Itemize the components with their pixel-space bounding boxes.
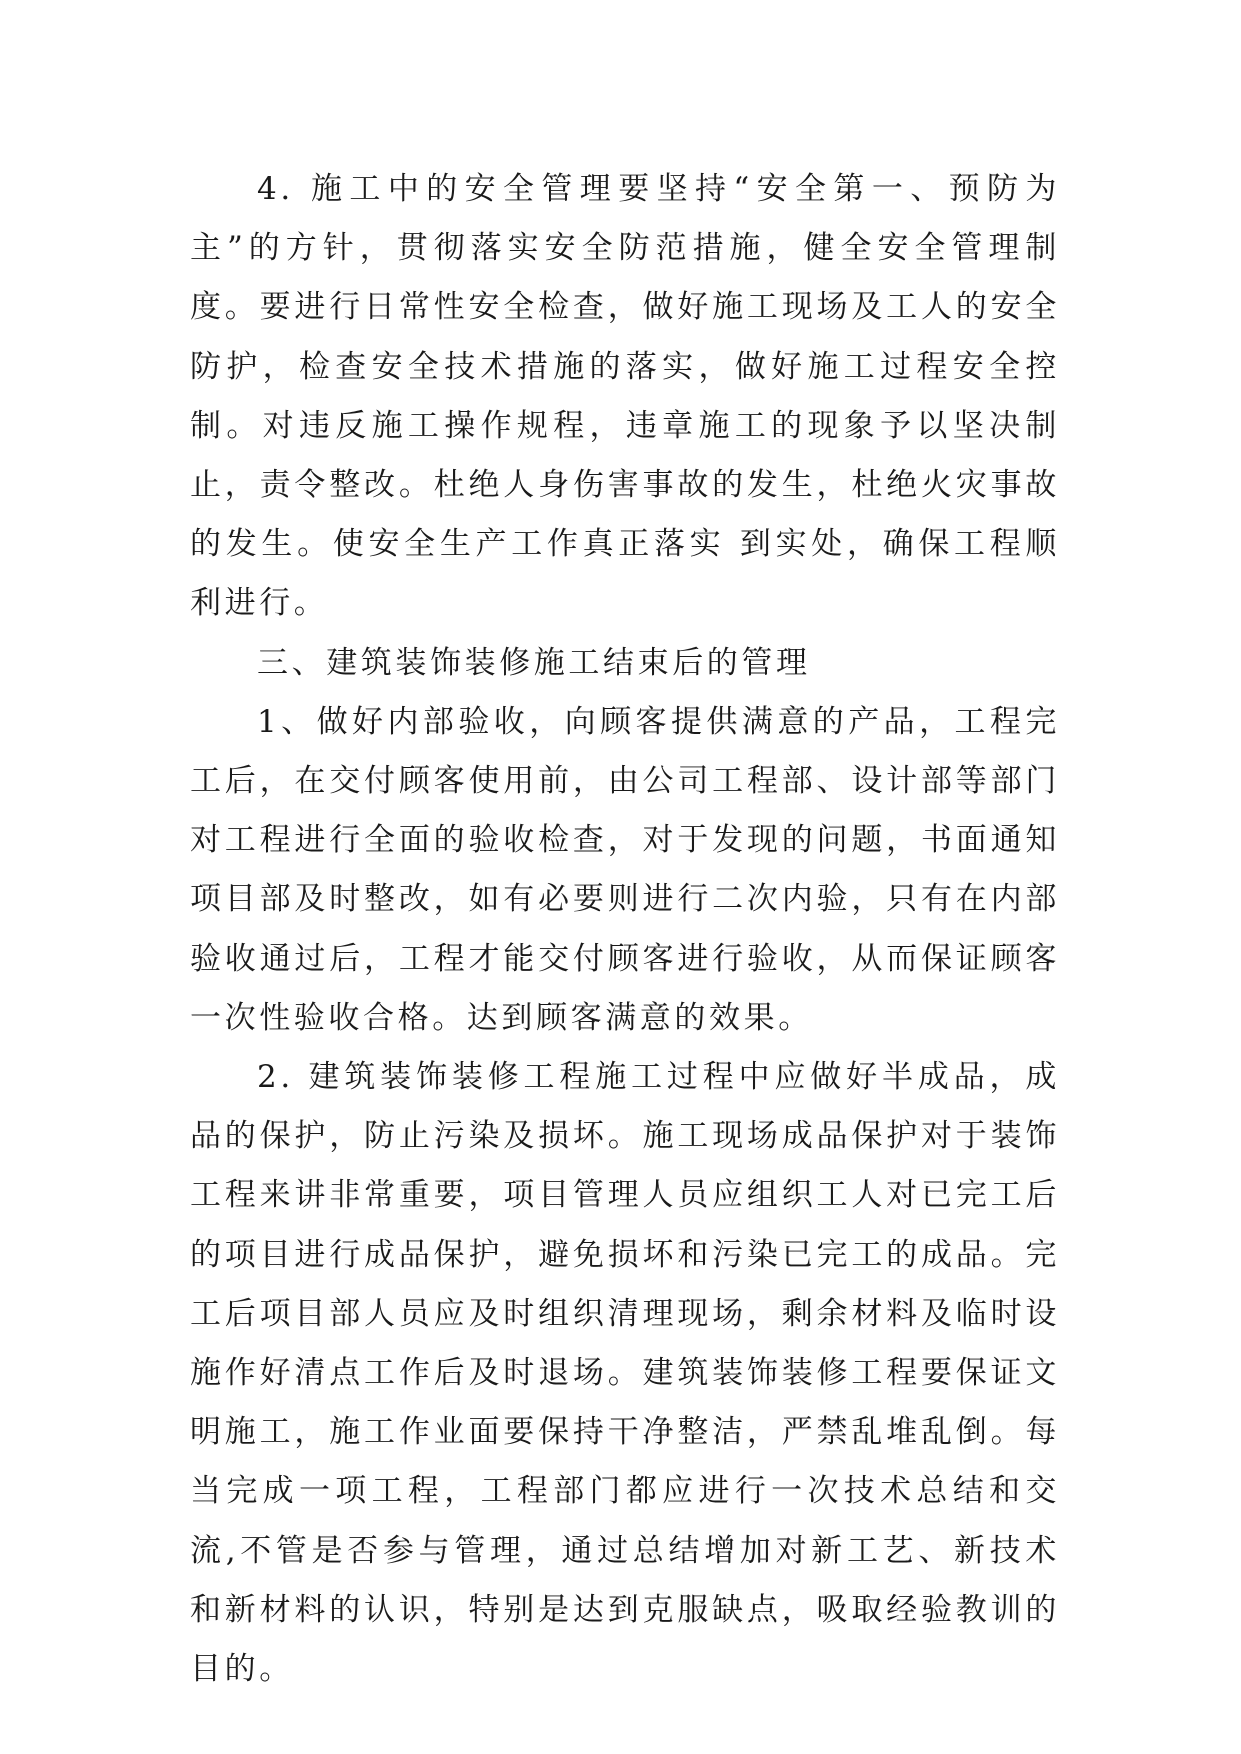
section-heading-post-construction: 三、建筑装饰装修施工结束后的管理 xyxy=(257,644,811,681)
paragraph-safety-management: 4. 施工中的安全管理要坚持“安全第一、预防为主”的方针，贯彻落实安全防范措施，健全安全管理制度。要进行日常性安全检查，做好施工现场及工人的安全防护，检查安全技术措施的落实，做好施工过程安全控制。对违反施工操作规程，违章施工的现象予以坚决制止，责令整改。杜绝人身伤害事故的发生，杜绝火灾事故的发生。使安全生产工作真正落实 到实处，确保工程顺利进行。 xyxy=(190,171,1060,622)
paragraph-internal-acceptance: 1、做好内部验收，向顾客提供满意的产品，工程完工后，在交付顾客使用前，由公司工程部、设计部等部门对工程进行全面的验收检查，对于发现的问题，书面通知项目部及时整改，如有必要则进行二次内验，只有在内部验收通过后，工程才能交付顾客进行验收，从而保证顾客一次性验收合格。达到顾客满意的效果。 xyxy=(190,703,1060,1036)
document-body xyxy=(190,160,1060,1699)
paragraph-product-protection: 2. 建筑装饰装修工程施工过程中应做好半成品，成品的保护，防止污染及损坏。施工现场成品保护对于装饰工程来讲非常重要，项目管理人员应组织工人对已完工后的项目进行成品保护，避免损坏和污染已完工的成品。完工后项目部人员应及时组织清理现场，剩余材料及临时设施作好清点工作后及时退场。建筑装饰装修工程要保证文明施工，施工作业面要保持干净整洁，严禁乱堆乱倒。每当完成一项工程，工程部门都应进行一次技术总结和交流,不管是否参与管理，通过总结增加对新工艺、新技术和新材料的认识，特别是达到克服缺点，吸取经验教训的目的。 xyxy=(190,1059,1060,1688)
